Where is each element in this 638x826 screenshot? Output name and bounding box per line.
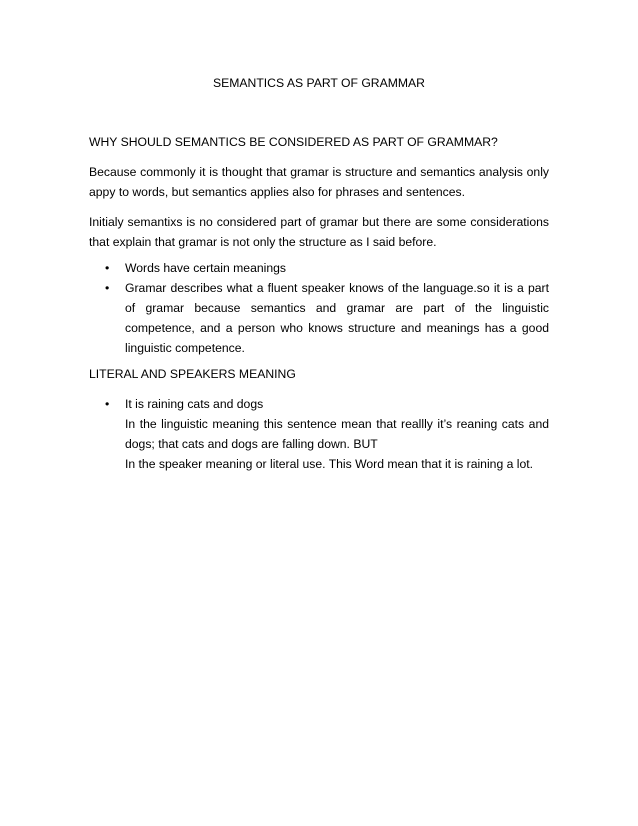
bullet-list-considerations <box>89 258 549 358</box>
document-title: SEMANTICS AS PART OF GRAMMAR <box>213 76 425 90</box>
bullet-icon: • <box>105 261 110 275</box>
bullet-icon: • <box>105 397 110 411</box>
section-heading-why-semantics: WHY SHOULD SEMANTICS BE CONSIDERED AS PART OF GRAMMAR? <box>89 135 498 149</box>
list-item <box>89 394 549 474</box>
list-item-text: Words have certain meanings <box>125 261 287 275</box>
list-item <box>89 258 549 278</box>
speaker-meaning-text: In the speaker meaning or literal use. This Word mean that it is raining a lot. <box>125 457 534 471</box>
list-item-text: Gramar describes what a fluent speaker knows of the language.so it is a part of gramar because semantics and gramar are part of the linguistic competence, and a person who knows structure and meanings has a good linguistic competence. <box>125 281 549 355</box>
linguistic-meaning-text: In the linguistic meaning this sentence mean that reallly it’s reaning cats and dogs; that cats and dogs are falling down. BUT <box>125 417 549 451</box>
section-heading-literal-speakers: LITERAL AND SPEAKERS MEANING <box>89 367 296 381</box>
paragraph-initially-semantics: Initialy semantixs is no considered part of gramar but there are some considerations that explain that gramar is not only the structure as I said before. <box>89 215 549 249</box>
list-item <box>89 278 549 358</box>
bullet-icon: • <box>105 281 110 295</box>
bullet-list-example <box>89 394 549 474</box>
document-body <box>89 132 549 480</box>
example-sentence: It is raining cats and dogs <box>125 397 264 411</box>
paragraph-commonly-thought: Because commonly it is thought that gramar is structure and semantics analysis only appy to words, but semantics applies also for phrases and sentences. <box>89 165 549 199</box>
